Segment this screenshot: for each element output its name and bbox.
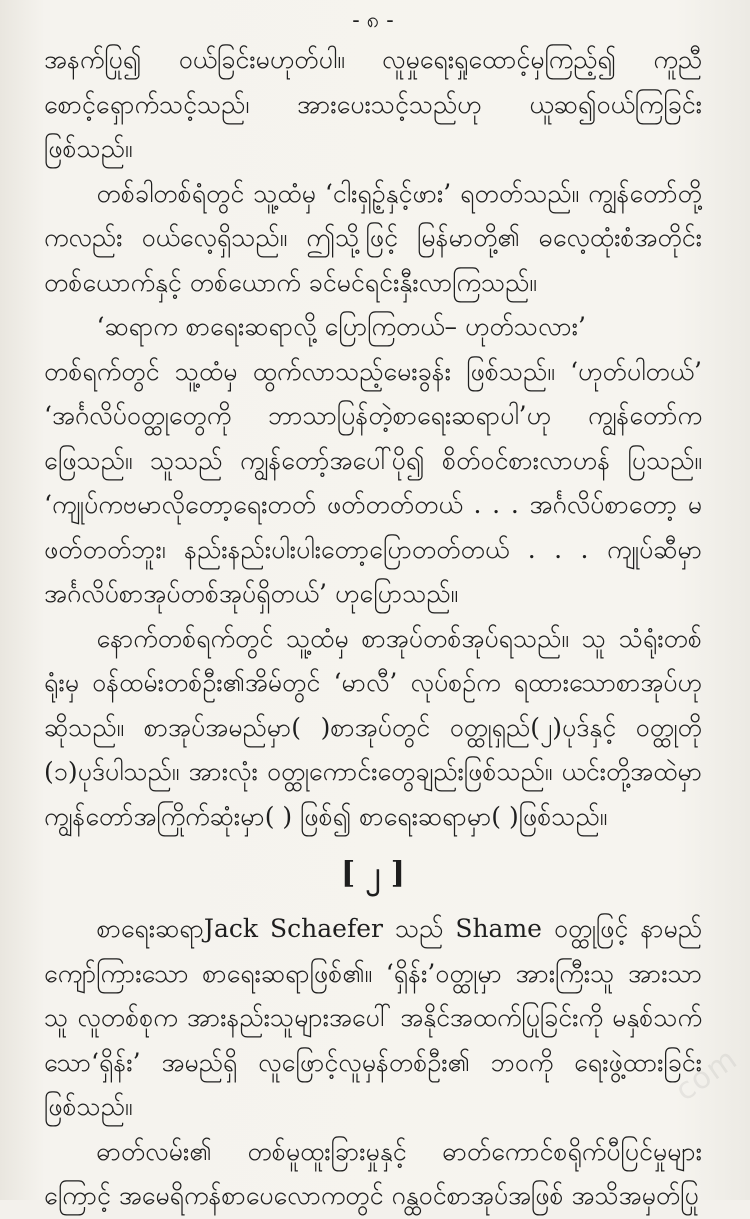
paragraph: ဓာတ်လမ်း၏ တစ်မူထူးခြားမှုနှင့် ဓာတ်ကောင်စရိုက်ပီပြင်မှုများကြောင့် အမေရိကန်စာပေလောကတွင် ဂန္ထဝင်စာအုပ်အဖြစ် အသိအမှတ်ပြု xyxy=(44,1136,702,1210)
paragraph: အနက်ပြု၍ ဝယ်ခြင်းမဟုတ်ပါ။ လူမှုရေးရှုထောင့်မှကြည့်၍ ကူညီစောင့်ရှောက်သင့်သည်၊ အားပေးသင့်သည်ဟု ယူဆ၍ဝယ်ကြခြင်းဖြစ်သည်။ xyxy=(44,45,702,163)
paragraph: တစ်ခါတစ်ရံတွင် သူ့ထံမှ ‘ငါးရှဉ့်နှင့်ဖား’ ရတတ်သည်။ ကျွန်တော်တို့ကလည်း ဝယ်လေ့ရှိသည်။ ဤသို့ဖြင့် မြန်မာတို့၏ ဓလေ့ထုံးစံအတိုင်း တစ်ယောက်နှင့် တစ်ယောက် ခင်မင်ရင်းနှီးလာကြသည်။ xyxy=(44,178,702,297)
page-number: - ၈ - xyxy=(352,8,394,33)
paragraph: စာရေးဆရာJack Schaefer သည် Shame ဝတ္ထုဖြင့် နာမည်ကျော်ကြားသော စာရေးဆရာဖြစ်၏။ ‘ရှိန်း’ဝတ္ထုမှာ အားကြီးသူ အားသာသူ လူတစ်စုက အားနည်းသူများအပေါ် အနိုင်အထက်ပြုခြင်းကို မနှစ်သက်သော‘ရှိန်း’ အမည်ရှိ လူဖြောင့်လူမှန်တစ်ဦး၏ ဘဝကို ရေးဖွဲ့ထားခြင်းဖြစ်သည်။ xyxy=(44,914,702,1121)
paragraph: နောက်တစ်ရက်တွင် သူ့ထံမှ စာအုပ်တစ်အုပ်ရသည်။ သူ သံရုံးတစ်ရုံးမှ ဝန်ထမ်းတစ်ဦး၏အိမ်တွင် ‘မာလီ’ လုပ်စဉ်က ရထားသောစာအုပ်ဟု ဆိုသည်။ စာအုပ်အမည်မှာ( )စာအုပ်တွင် ဝတ္ထုရှည်(၂)ပုဒ်နှင့် ဝတ္ထုတို (၁)ပုဒ်ပါသည်။ အားလုံး ဝတ္ထုကောင်းတွေချည်းဖြစ်သည်။ ယင်းတို့အထဲမှာ ကျွန်တော်အကြိုက်ဆုံးမှာ( ) ဖြစ်၍ စာရေးဆရာမှာ( )ဖြစ်သည်။ xyxy=(44,623,702,831)
section-number: [ ၂ ] xyxy=(340,856,405,891)
dialogue-line: ‘ဆရာက စာရေးဆရာလို့ ပြောကြတယ်– ဟုတ်သလား’ xyxy=(96,312,586,341)
watermark: com xyxy=(668,1041,744,1109)
paragraph: တစ်ရက်တွင် သူ့ထံမှ ထွက်လာသည့်မေးခွန်း ဖြစ်သည်။ ‘ဟုတ်ပါတယ်’ ‘အင်္ဂလိပ်ဝတ္ထုတွေကို ဘာသာပြန်တဲ့စာရေးဆရာပါ’ဟု ကျွန်တော်က ဖြေသည်။ သူသည် ကျွန်တော့်အပေါ်ပို၍ စိတ်ဝင်စားလာဟန် ပြသည်။ ‘ကျုပ်ကဗမာလိုတော့ရေးတတ် ဖတ်တတ်တယ် . . . အင်္ဂလိပ်စာတော့ မဖတ်တတ်ဘူး၊ နည်းနည်းပါးပါးတော့ပြောတတ်တယ် . . . ကျုပ်ဆီမှာ အင်္ဂလိပ်စာအုပ်တစ်အုပ်ရှိတယ်’ ဟုပြောသည်။ xyxy=(44,356,702,608)
